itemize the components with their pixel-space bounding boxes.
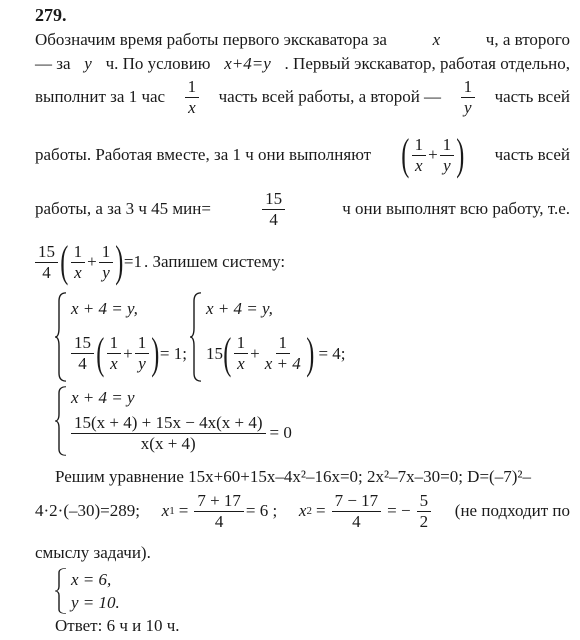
right-paren: ) xyxy=(456,130,465,179)
fraction xyxy=(412,135,427,176)
system-rows xyxy=(206,292,346,382)
numerator: 7 + 17 xyxy=(194,491,244,512)
value: = 6 ; xyxy=(245,501,278,520)
system-3 xyxy=(55,386,292,456)
text: работы, а за 3 ч 45 мин= xyxy=(35,199,211,218)
text: Обозначим время работы первого экскаватора за xyxy=(35,30,387,49)
fraction-15-4 xyxy=(262,189,285,230)
text: смыслу задачи). xyxy=(35,543,151,562)
equation: x + 4 = y xyxy=(71,388,135,408)
text: часть всей xyxy=(494,145,570,164)
text: =1 xyxy=(123,252,142,271)
equation: y = 10. xyxy=(71,592,120,612)
paragraph-line-9 xyxy=(35,543,151,563)
fraction xyxy=(71,333,94,374)
numerator: 1 xyxy=(185,77,200,98)
numerator: 7 − 17 xyxy=(332,491,382,512)
system-rows xyxy=(71,292,187,382)
numerator: 1 xyxy=(99,242,114,263)
paragraph-line-2 xyxy=(35,54,570,74)
numerator: 15 xyxy=(262,189,285,210)
text: (не подходит по xyxy=(454,501,570,520)
fraction-1-over-x xyxy=(185,77,200,118)
system-2 xyxy=(190,292,346,382)
answer-line xyxy=(55,616,180,636)
denominator: 4 xyxy=(214,511,224,531)
answer-system xyxy=(55,568,120,614)
text: — за xyxy=(35,54,71,73)
left-paren: ( xyxy=(60,237,69,286)
numerator: 15(x + 4) + 15x − 4x(x + 4) xyxy=(71,413,266,434)
equation: x + 4 = y, xyxy=(71,298,138,318)
var: x xyxy=(161,501,170,520)
system-1 xyxy=(55,292,187,382)
denominator: x xyxy=(110,354,118,373)
var: y xyxy=(84,54,92,73)
paragraph-line-4 xyxy=(35,130,570,180)
text: ч они выполнят всю работу, т.е. xyxy=(342,199,570,218)
equation: x+4=y xyxy=(224,54,271,73)
numerator: 1 xyxy=(461,77,476,98)
text: ч, а второго xyxy=(485,30,570,49)
denominator: y xyxy=(443,155,451,175)
numerator: 15 xyxy=(35,242,58,263)
brace-icon xyxy=(190,292,202,382)
var: x xyxy=(298,501,307,520)
denominator: x + 4 xyxy=(264,354,301,373)
fraction xyxy=(71,242,86,283)
brace-icon xyxy=(55,386,67,456)
numerator: 1 xyxy=(234,333,249,354)
left-paren: ( xyxy=(401,130,410,179)
numerator: 15 xyxy=(71,333,94,354)
text: = 4; xyxy=(318,343,346,363)
numerator: 1 xyxy=(412,135,427,156)
text: 4·2·(–30)=289; xyxy=(35,501,140,520)
root-2: x 2 = $\frac{7 - 17}{4}$ = − $\frac{5}{2}$ xyxy=(299,491,433,532)
numerator: 1 xyxy=(71,242,86,263)
denominator: x xyxy=(415,155,423,175)
text: = 0 xyxy=(269,423,292,443)
paragraph-line-6: $\frac{15}{4}$ ( $\frac{1}{x}$ + $\frac{1}{y}$ ) =1 . Запишем систему: xyxy=(35,238,285,286)
var: x xyxy=(432,30,441,49)
brace-icon xyxy=(55,568,67,614)
numerator: 1 xyxy=(440,135,455,156)
paragraph-line-5 xyxy=(35,186,570,232)
root-1: x 1 = $\frac{7 + 17}{4}$ = 6 ; xyxy=(161,490,278,531)
denominator: y xyxy=(102,262,110,282)
equation-row: 15 ( $\frac{1}{x}$ + $\frac{1}{x + 4}$ ) = 4; xyxy=(206,328,346,378)
denominator: x xyxy=(237,354,245,373)
denominator: 2 xyxy=(419,511,429,531)
fraction-15-4 xyxy=(35,242,58,283)
denominator: 4 xyxy=(78,354,87,373)
text: ч. По условию xyxy=(105,54,211,73)
denominator: x xyxy=(74,262,82,282)
numerator: 1 xyxy=(135,333,150,354)
denominator: x xyxy=(188,97,196,117)
fraction-1-over-y xyxy=(461,77,476,118)
text: часть всей xyxy=(494,87,570,106)
text: выполнит за 1 час xyxy=(35,87,166,106)
fraction xyxy=(440,135,455,176)
text: часть всей работы, а второй — xyxy=(218,87,442,106)
text: работы. Работая вместе, за 1 ч они выполняют xyxy=(35,145,372,164)
denominator: 4 xyxy=(352,511,361,531)
text: Решим уравнение 15x+60+15x–4x²–16x=0; 2x²–7x–30=0; D=(–7)²– xyxy=(55,467,531,486)
numerator: 1 xyxy=(107,333,122,354)
text: Ответ: 6 ч и 10 ч. xyxy=(55,616,180,635)
text: . Запишем систему: xyxy=(144,252,286,271)
right-paren: ) xyxy=(115,237,124,286)
denominator: 4 xyxy=(42,262,51,282)
equation-row xyxy=(71,413,292,454)
fraction xyxy=(71,413,266,454)
system-rows xyxy=(71,568,120,614)
numerator: 1 xyxy=(276,333,291,354)
denominator: 4 xyxy=(269,209,278,229)
paragraph-line-7 xyxy=(55,467,531,487)
paragraph-line-8 xyxy=(35,486,570,536)
coefficient: 15 xyxy=(206,343,223,363)
equation: x = 6, xyxy=(71,569,112,589)
fraction xyxy=(99,242,114,283)
denominator: y xyxy=(464,97,472,117)
problem-number: 279. xyxy=(35,5,67,25)
denominator: x(x + 4) xyxy=(140,433,196,453)
text: = 1; xyxy=(159,343,187,363)
system-rows xyxy=(71,386,292,456)
brace-icon xyxy=(55,292,67,382)
equation-row: $\frac{15}{4}$ ( $\frac{1}{x}$ + $\frac{1}{y}$ ) = 1; xyxy=(71,332,187,376)
paragraph-line-1 xyxy=(35,30,570,50)
equation: x + 4 = y, xyxy=(206,298,273,318)
text: . Первый экскаватор, работая отдельно, xyxy=(284,54,570,73)
denominator: y xyxy=(138,354,146,373)
sum-in-parens: ( $\frac{1}{x}$ + $\frac{1}{y}$ ) xyxy=(401,130,465,179)
numerator: 5 xyxy=(417,491,432,512)
paragraph-line-3 xyxy=(35,74,570,120)
